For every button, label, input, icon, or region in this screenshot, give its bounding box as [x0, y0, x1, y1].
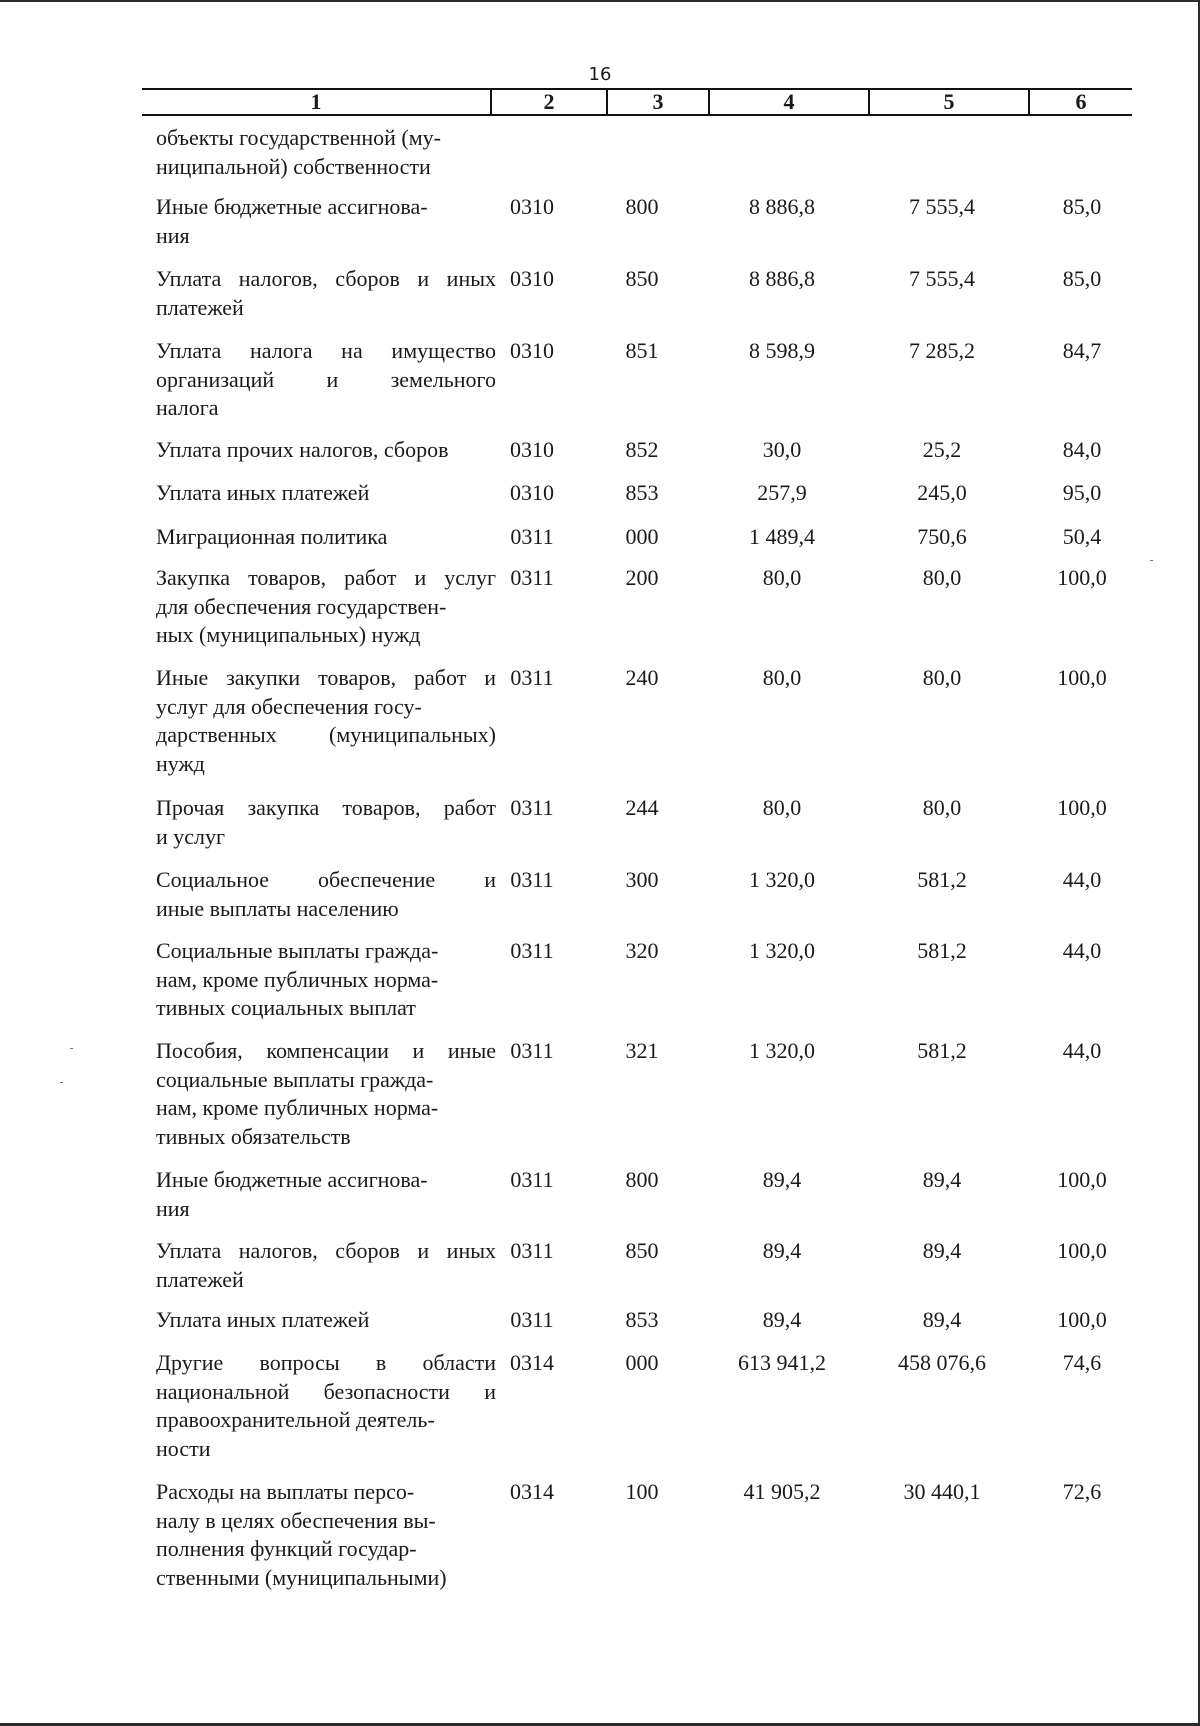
cell-column-5: 25,2 — [922, 437, 962, 462]
cell-column-6: 95,0 — [1062, 480, 1102, 505]
cell-column-3: 200 — [625, 565, 659, 590]
cell-column-3: 850 — [625, 266, 659, 291]
row-description: Прочая закупка товаров, работ и услуг — [156, 795, 496, 849]
row-description: Закупка товаров, работ и услуг для обеспечения государствен- ных (муниципальных) нужд — [156, 565, 496, 647]
cell-column-3: 850 — [625, 1238, 659, 1263]
cell-column-2: 0311 — [510, 1307, 554, 1332]
cell-column-6: 85,0 — [1062, 194, 1102, 219]
row-description: Социальные выплаты гражда- нам, кроме публичных норма- тивных социальных выплат — [156, 938, 439, 1020]
cell-column-4: 41 905,2 — [743, 1479, 821, 1504]
cell-column-3: 240 — [625, 665, 659, 690]
cell-column-3: 800 — [625, 194, 659, 219]
cell-column-2: 0311 — [510, 795, 554, 820]
cell-column-2: 0314 — [510, 1479, 554, 1504]
row-description: Уплата налогов, сборов и иных платежей — [156, 1238, 496, 1292]
cell-column-3: 100 — [625, 1479, 659, 1504]
cell-column-3: 853 — [625, 480, 659, 505]
cell-column-3: 300 — [625, 867, 659, 892]
row-description: Уплата прочих налогов, сборов — [156, 437, 449, 462]
cell-column-6: 50,4 — [1062, 524, 1102, 549]
row-description: Иные бюджетные ассигнова- ния — [156, 1167, 428, 1221]
cell-column-4: 1 320,0 — [749, 1038, 815, 1063]
cell-column-6: 100,0 — [1057, 665, 1107, 690]
cell-column-4: 30,0 — [762, 437, 802, 462]
cell-column-2: 0311 — [510, 665, 554, 690]
cell-column-6: 100,0 — [1057, 795, 1107, 820]
scan-speck — [60, 1082, 63, 1083]
row-description: Иные бюджетные ассигнова- ния — [156, 194, 428, 248]
cell-column-6: 74,6 — [1062, 1350, 1102, 1375]
cell-column-2: 0310 — [510, 437, 554, 462]
cell-column-5: 89,4 — [922, 1307, 962, 1332]
cell-column-4: 8 886,8 — [749, 194, 815, 219]
cell-column-4: 8 598,9 — [749, 338, 815, 363]
cell-column-4: 1 320,0 — [749, 938, 815, 963]
cell-column-5: 581,2 — [917, 938, 967, 963]
column-header-1: 1 — [310, 89, 322, 114]
row-description: Социальное обеспечение и иные выплаты населению — [156, 867, 496, 921]
cell-column-5: 80,0 — [922, 565, 962, 590]
cell-column-6: 72,6 — [1062, 1479, 1102, 1504]
cell-column-2: 0311 — [510, 524, 554, 549]
cell-column-2: 0311 — [510, 867, 554, 892]
cell-column-5: 245,0 — [917, 480, 967, 505]
cell-column-6: 100,0 — [1057, 1238, 1107, 1263]
cell-column-4: 80,0 — [762, 665, 802, 690]
row-description: Уплата иных платежей — [156, 1307, 370, 1332]
cell-column-4: 1 489,4 — [749, 524, 815, 549]
row-description: объекты государственной (му- ниципальной) собственности — [156, 125, 441, 179]
page-number: 16 — [588, 64, 612, 85]
cell-column-3: 320 — [625, 938, 659, 963]
cell-column-3: 000 — [625, 524, 659, 549]
cell-column-5: 581,2 — [917, 1038, 967, 1063]
cell-column-6: 100,0 — [1057, 1307, 1107, 1332]
cell-column-2: 0314 — [510, 1350, 554, 1375]
cell-column-3: 851 — [625, 338, 659, 363]
cell-column-3: 000 — [625, 1350, 659, 1375]
column-header-5: 5 — [943, 89, 955, 114]
row-description: Уплата налогов, сборов и иных платежей — [156, 266, 496, 320]
column-header-4: 4 — [783, 89, 795, 114]
cell-column-2: 0310 — [510, 480, 554, 505]
cell-column-6: 84,0 — [1062, 437, 1102, 462]
cell-column-5: 7 285,2 — [909, 338, 975, 363]
row-description: Уплата иных платежей — [156, 480, 370, 505]
cell-column-4: 89,4 — [762, 1307, 802, 1332]
cell-column-2: 0311 — [510, 938, 554, 963]
cell-column-2: 0311 — [510, 565, 554, 590]
cell-column-6: 44,0 — [1062, 938, 1102, 963]
cell-column-5: 581,2 — [917, 867, 967, 892]
cell-column-6: 85,0 — [1062, 266, 1102, 291]
cell-column-5: 80,0 — [922, 665, 962, 690]
cell-column-2: 0310 — [510, 266, 554, 291]
cell-column-6: 44,0 — [1062, 867, 1102, 892]
scan-border-top — [0, 0, 1200, 2]
cell-column-5: 7 555,4 — [909, 266, 975, 291]
cell-column-5: 89,4 — [922, 1238, 962, 1263]
column-header-6: 6 — [1075, 89, 1087, 114]
cell-column-2: 0310 — [510, 194, 554, 219]
cell-column-6: 100,0 — [1057, 565, 1107, 590]
cell-column-3: 853 — [625, 1307, 659, 1332]
scan-speck — [70, 1048, 73, 1049]
cell-column-4: 257,9 — [757, 480, 807, 505]
cell-column-3: 321 — [625, 1038, 659, 1063]
cell-column-5: 750,6 — [917, 524, 967, 549]
cell-column-2: 0310 — [510, 338, 554, 363]
cell-column-3: 800 — [625, 1167, 659, 1192]
cell-column-5: 458 076,6 — [898, 1350, 986, 1375]
column-header-2: 2 — [543, 89, 555, 114]
cell-column-2: 0311 — [510, 1238, 554, 1263]
cell-column-5: 80,0 — [922, 795, 962, 820]
cell-column-4: 80,0 — [762, 565, 802, 590]
cell-column-5: 30 440,1 — [903, 1479, 981, 1504]
cell-column-3: 244 — [625, 795, 659, 820]
row-description: Другие вопросы в области национальной безопасности и правоохранительной деятель- ности — [156, 1350, 496, 1461]
table-header — [142, 88, 1132, 116]
row-description: Миграционная политика — [156, 524, 388, 549]
cell-column-6: 84,7 — [1062, 338, 1102, 363]
cell-column-4: 80,0 — [762, 795, 802, 820]
cell-column-4: 89,4 — [762, 1167, 802, 1192]
cell-column-5: 7 555,4 — [909, 194, 975, 219]
scan-speck — [1150, 560, 1153, 561]
cell-column-4: 1 320,0 — [749, 867, 815, 892]
row-description: Расходы на выплаты персо- налу в целях обеспечения вы- полнения функций государ- ственными (муниципальными) — [156, 1479, 447, 1590]
cell-column-5: 89,4 — [922, 1167, 962, 1192]
cell-column-6: 100,0 — [1057, 1167, 1107, 1192]
cell-column-4: 8 886,8 — [749, 266, 815, 291]
cell-column-4: 613 941,2 — [738, 1350, 826, 1375]
cell-column-2: 0311 — [510, 1167, 554, 1192]
cell-column-6: 44,0 — [1062, 1038, 1102, 1063]
row-description: Иные закупки товаров, работ и услуг для обеспечения госу- дарственных (муниципальных) нужд — [156, 665, 496, 776]
cell-column-2: 0311 — [510, 1038, 554, 1063]
row-description: Пособия, компенсации и иные социальные выплаты гражда- нам, кроме публичных норма- тивных обязательств — [156, 1038, 496, 1149]
cell-column-4: 89,4 — [762, 1238, 802, 1263]
row-description: Уплата налога на имущество организаций и земельного налога — [156, 338, 496, 420]
cell-column-3: 852 — [625, 437, 659, 462]
column-header-3: 3 — [652, 89, 664, 114]
